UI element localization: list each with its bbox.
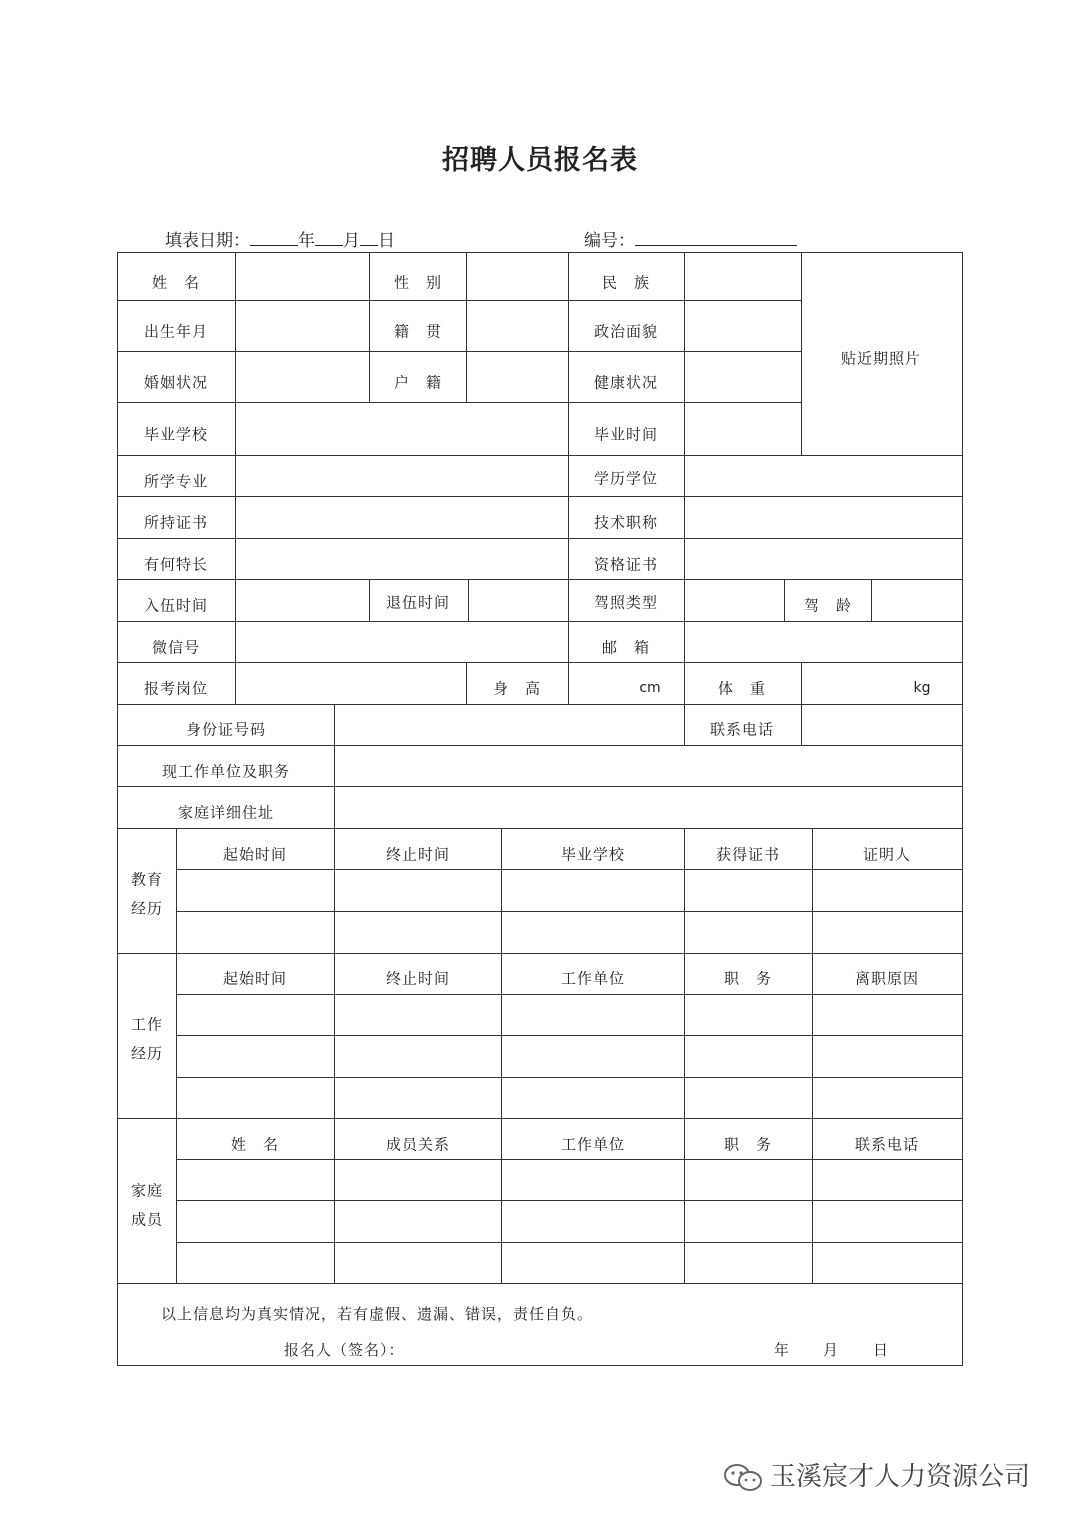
family-label-1: 家庭	[130, 1181, 164, 1200]
weight-label: 体 重	[717, 679, 767, 698]
driving-years-label: 驾 龄	[803, 596, 853, 615]
id-number-input[interactable]	[335, 705, 684, 745]
enlist-time-label: 入伍时间	[143, 596, 209, 615]
edu-col-start: 起始时间	[222, 845, 288, 864]
family-label-2: 成员	[130, 1210, 164, 1229]
marital-label: 婚姻状况	[143, 373, 209, 392]
political-status-label: 政治面貌	[593, 322, 659, 341]
birth-label: 出生年月	[143, 322, 209, 341]
family-col-phone: 联系电话	[854, 1135, 920, 1154]
family-col-title: 职 务	[723, 1135, 773, 1154]
work-label-2: 经历	[130, 1044, 164, 1063]
wechat-label: 微信号	[151, 638, 201, 657]
family-col-relation: 成员关系	[385, 1135, 451, 1154]
declaration-statement: 以上信息均为真实情况，若有虚假、遗漏、错误，责任自负。	[161, 1305, 594, 1323]
wechat-icon	[722, 1462, 764, 1494]
work-col-end: 终止时间	[385, 969, 451, 988]
weight-unit: kg	[913, 680, 931, 696]
day-label: 日	[378, 231, 395, 251]
school-label: 毕业学校	[143, 425, 209, 444]
gender-label: 性 别	[393, 273, 443, 292]
ethnicity-label: 民 族	[601, 273, 651, 292]
email-label: 邮 箱	[601, 638, 651, 657]
education-label-2: 经历	[130, 899, 164, 918]
degree-label: 学历学位	[593, 469, 659, 488]
address-input[interactable]	[335, 787, 962, 828]
watermark-text: 玉溪宸才人力资源公司	[770, 1462, 1031, 1492]
edu-col-end: 终止时间	[385, 845, 451, 864]
height-unit: cm	[639, 680, 661, 696]
work-label-1: 工作	[130, 1015, 164, 1034]
height-label: 身 高	[492, 679, 542, 698]
native-place-label: 籍 贯	[393, 322, 443, 341]
year-label: 年	[298, 231, 315, 251]
edu-col-witness: 证明人	[862, 845, 912, 864]
address-label: 家庭详细住址	[177, 803, 275, 822]
work-col-start: 起始时间	[222, 969, 288, 988]
certificates-label: 所持证书	[143, 513, 209, 532]
qualification-label: 资格证书	[593, 555, 659, 574]
family-col-employer: 工作单位	[560, 1135, 626, 1154]
current-work-input[interactable]	[335, 746, 962, 786]
hukou-label: 户 籍	[393, 373, 443, 392]
phone-label: 联系电话	[709, 720, 775, 739]
education-label-1: 教育	[130, 870, 164, 889]
tech-title-label: 技术职称	[593, 513, 659, 532]
form-title: 招聘人员报名表	[442, 145, 638, 176]
work-col-reason: 离职原因	[854, 969, 920, 988]
specialty-label: 有何特长	[143, 555, 209, 574]
id-number-label: 身份证号码	[185, 720, 267, 739]
license-type-label: 驾照类型	[593, 593, 659, 612]
grad-time-label: 毕业时间	[593, 425, 659, 444]
edu-col-school: 毕业学校	[560, 845, 626, 864]
discharge-time-label: 退伍时间	[385, 593, 451, 612]
edu-col-certificate: 获得证书	[715, 845, 781, 864]
major-label: 所学专业	[143, 472, 209, 491]
work-col-title: 职 务	[723, 969, 773, 988]
position-label: 报考岗位	[143, 679, 209, 698]
work-col-employer: 工作单位	[560, 969, 626, 988]
name-input[interactable]	[236, 253, 369, 300]
family-col-name: 姓 名	[230, 1135, 280, 1154]
sign-date-year: 年	[774, 1341, 791, 1359]
photo-label: 贴近期照片	[840, 349, 922, 368]
sign-date-month: 月	[823, 1341, 840, 1359]
ethnicity-input[interactable]	[685, 253, 801, 300]
current-work-label: 现工作单位及职务	[161, 762, 291, 781]
signature-field[interactable]	[410, 1334, 710, 1360]
gender-input[interactable]	[467, 253, 568, 300]
month-label: 月	[343, 231, 360, 251]
sign-date-day: 日	[873, 1341, 890, 1359]
name-label: 姓 名	[151, 273, 201, 292]
watermark	[722, 1456, 1030, 1494]
health-label: 健康状况	[593, 373, 659, 392]
number-label: 编号：	[584, 231, 635, 251]
fill-date-label: 填表日期：	[165, 231, 250, 251]
signature-label: 报名人（签名）：	[284, 1341, 405, 1359]
major-input[interactable]	[236, 456, 568, 496]
